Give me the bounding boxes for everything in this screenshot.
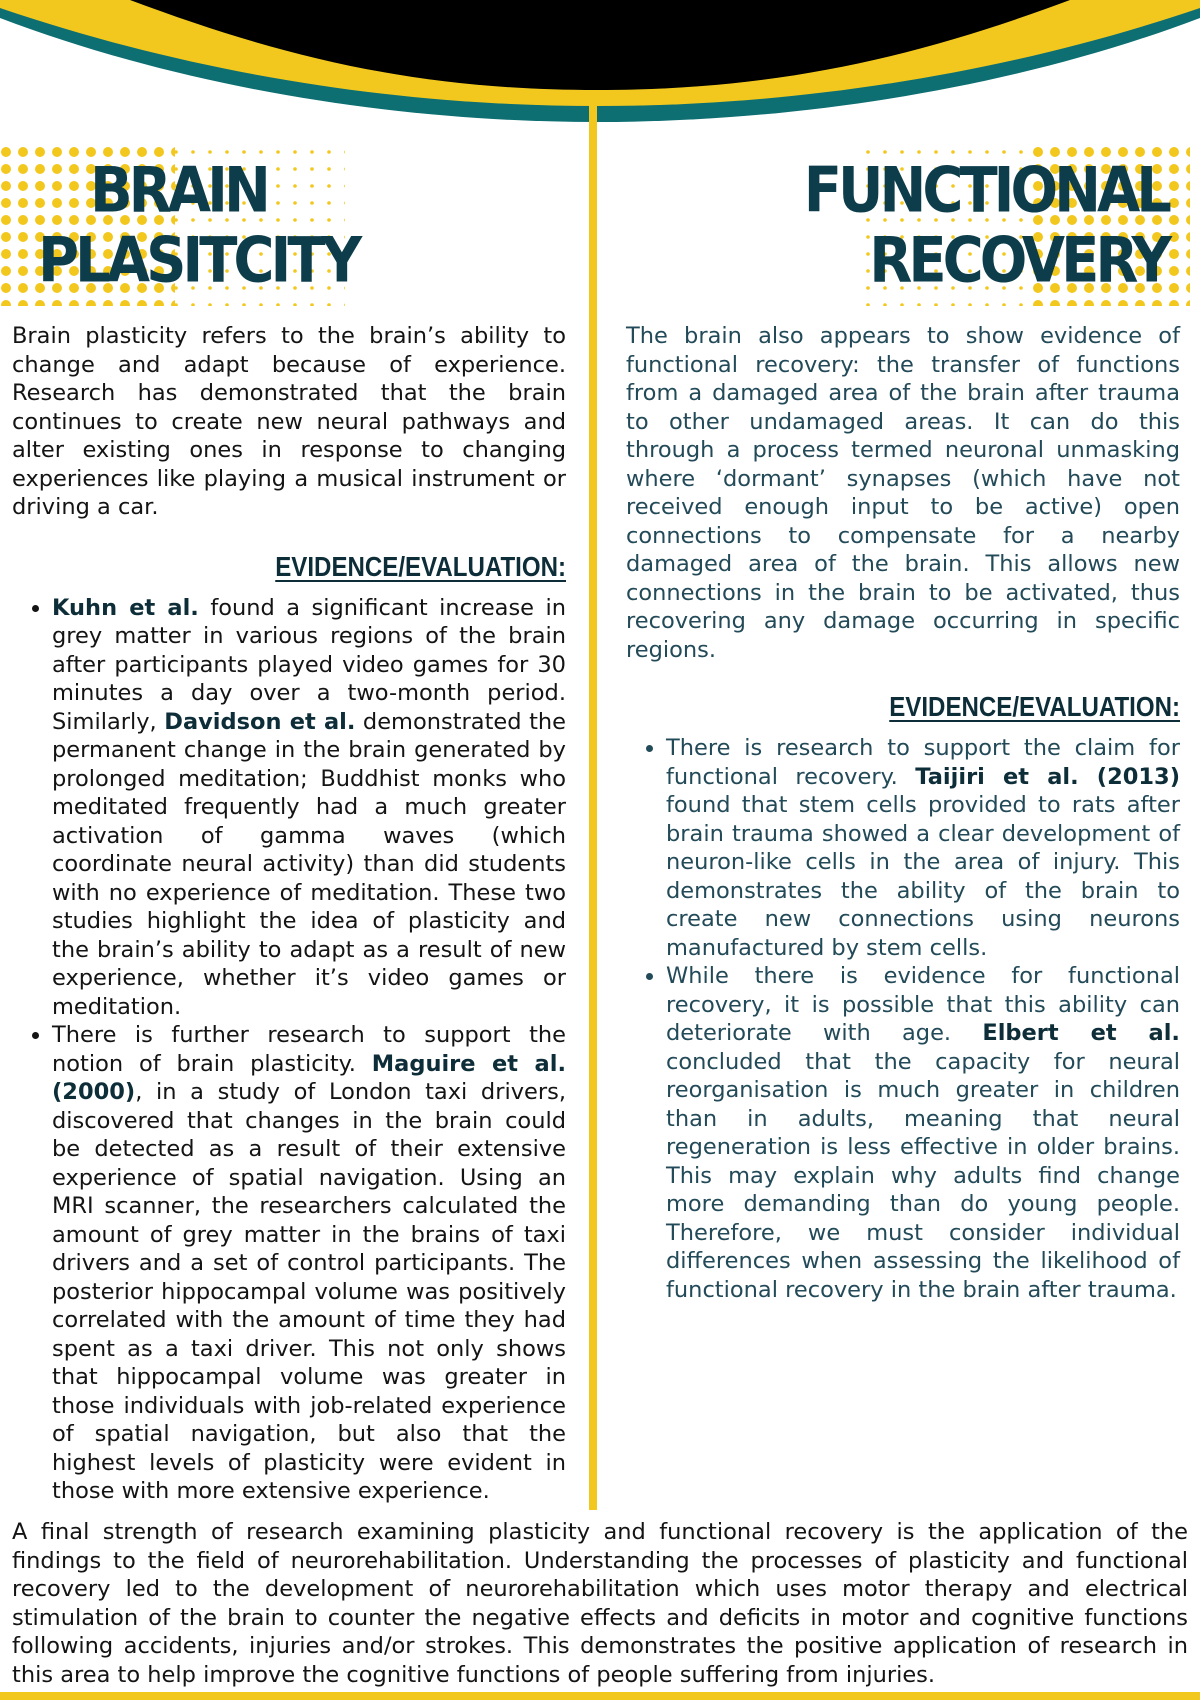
- list-item: [666, 734, 1180, 962]
- left-evidence-heading: EVIDENCE/EVALUATION:: [275, 550, 566, 582]
- bullet-text: , in a study of London taxi drivers, discovered that changes in the brain could be detected as a result of their extensive experience of spatial navigation. Using an MRI scanner, the researchers calculated the amount of grey matter in the brains of taxi drivers and a set of control participants. The posterior hippocampal volume was positively correlated with the amount of time they had spent as a taxi driver. This not only shows that hippocampal volume was greater in those individuals with job-related experience of spatial navigation, but also that the highest levels of plasticity were evident in those with more extensive experience.: [52, 1079, 566, 1504]
- right-column: [626, 322, 1180, 1304]
- citation: Elbert et al.: [982, 1020, 1180, 1046]
- bullet-text: There is further research to support the notion of brain plasticity.: [52, 1022, 566, 1077]
- bullet-text: concluded that the capacity for neural reorganisation is much greater in children than in adults, meaning that neural regeneration is less effective in older brains. This may explain why adults find change more demanding than do young people. Therefore, we must consider individual differences when assessing the likelihood of functional recovery in the brain after trauma.: [666, 1048, 1180, 1303]
- final-paragraph: A final strength of research examining plasticity and functional recovery is the application of the findings to the field of neurorehabilitation. Understanding the processes of plasticity and functional recovery led to the development of neurorehabilitation which uses motor therapy and electrical stimulation of the brain to counter the negative effects and deficits in motor and cognitive functions following accidents, injuries and/or strokes. This demonstrates the positive application of research in this area to help improve the cognitive functions of people suffering from injuries.: [12, 1519, 1188, 1688]
- left-title-line1: BRAIN: [90, 154, 267, 228]
- left-intro: Brain plasticity refers to the brain’s ability to change and adapt because of experience. Research has demonstrated that the brain continues to create new neural pathways and alter existing ones in response to changing experiences like playing a musical instrument or driving a car.: [12, 323, 566, 520]
- left-bullet-list: [12, 594, 566, 1506]
- bullet-text: There is research to support the claim for functional recovery.: [666, 735, 1180, 790]
- bullet-text: found that stem cells provided to rats after brain trauma showed a clear development of neuron-like cells in the area of injury. This demonstrates the ability of the brain to create new connections using neurons manufactured by stem cells.: [666, 792, 1180, 961]
- citation: Davidson et al.: [164, 708, 356, 735]
- bullet-text: found a significant increase in grey matter in various regions of the brain after participants played video games for 30 minutes a day over a two-month period. Similarly,: [52, 594, 566, 735]
- list-item: [666, 962, 1180, 1304]
- left-title-block: [0, 146, 359, 306]
- citation: Taijiri et al. (2013): [915, 763, 1180, 790]
- column-divider: [589, 92, 597, 1510]
- left-column: [12, 322, 566, 1506]
- left-title-line2: PLASITCITY: [38, 224, 359, 298]
- right-title-line2: RECOVERY: [869, 224, 1168, 298]
- right-bullet-list: [626, 734, 1180, 1304]
- bullet-text: demonstrated the permanent change in the brain generated by prolonged meditation; Buddhist monks who meditated frequently had a much greater activation of gamma waves (which coordinate neural activity) than did students with no experience of meditation. These two studies highlight the idea of plasticity and the brain’s ability to adapt as a result of new experience, whether it’s video games or meditation.: [52, 708, 566, 1020]
- right-intro: The brain also appears to show evidence of functional recovery: the transfer of functions from a damaged area of the brain after trauma to other undamaged areas. It can do this through a process termed neuronal unmasking where ‘dormant’ synapses (which have not received enough input to be active) open connections to compensate for a nearby damaged area of the brain. This allows new connections in the brain to be activated, thus recovering any damage occurring in specific regions.: [626, 323, 1180, 663]
- citation: Kuhn et al.: [52, 594, 199, 621]
- list-item: [52, 594, 566, 1022]
- right-title-line1: FUNCTIONAL: [803, 154, 1168, 228]
- citation: Maguire et al. (2000): [52, 1050, 566, 1105]
- bullet-text: While there is evidence for functional recovery, it is possible that this ability can deteriorate with age.: [666, 963, 1180, 1046]
- right-evidence-heading: EVIDENCE/EVALUATION:: [889, 691, 1180, 722]
- right-title-block: [803, 146, 1190, 306]
- header-banner: [0, 0, 1200, 135]
- bottom-bar: [0, 1692, 1200, 1700]
- list-item: [52, 1021, 566, 1506]
